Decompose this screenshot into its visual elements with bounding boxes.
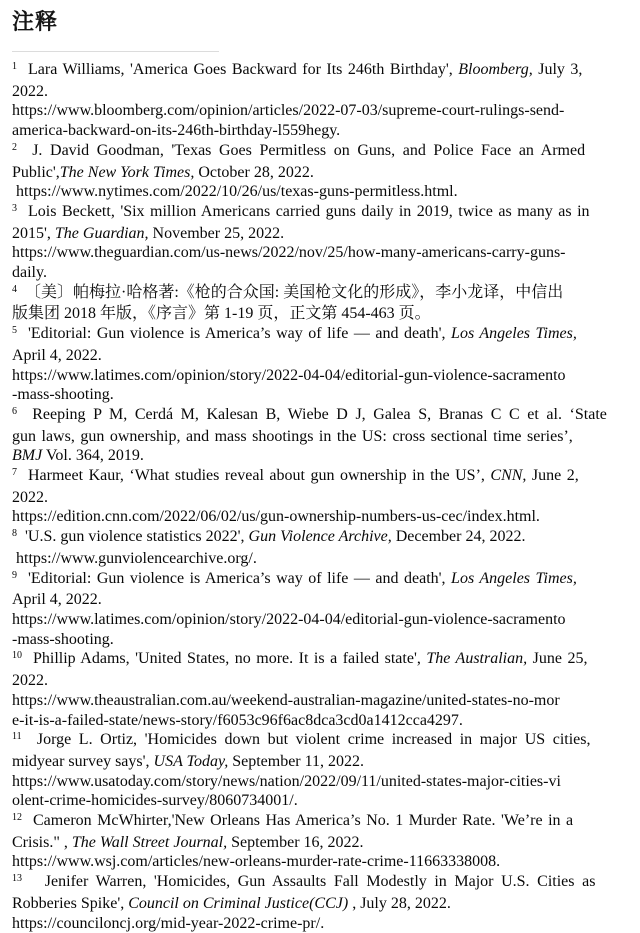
note-text-run: e-it-is-a-failed-state/news-story/f6053c96f6ac8dca3cd0a1412cca4297. [12, 711, 463, 729]
note-text-run: midyear survey says', [12, 752, 154, 770]
title-divider [12, 51, 219, 52]
note-text-run: 2022. [12, 488, 48, 506]
note-text-run: 版集团 2018 年版，《序言》第 1-19 页，正文第 454-463 页。 [12, 305, 431, 323]
note-text-run: 2015', [12, 224, 55, 242]
note-text-run: gun laws, gun ownership, and mass shootings in the US: cross sectional time series’, [12, 427, 573, 445]
note-line [12, 691, 630, 711]
note-line [12, 121, 630, 141]
note-line [12, 914, 630, 933]
note-text-run: December 24, 2022. [391, 528, 526, 546]
publication-name: Los Angeles Times, [451, 325, 577, 343]
note-number: 5 [12, 325, 17, 337]
note-line [12, 385, 630, 405]
note-line [12, 101, 630, 121]
note-text-run: Harmeet Kaur, ‘What studies reveal about gun ownership in the US’, [17, 467, 491, 485]
note-line [12, 752, 630, 772]
note-number: 13 [12, 873, 22, 885]
note-line [12, 590, 630, 610]
note-number: 8 [12, 528, 17, 540]
note-line [12, 427, 630, 447]
note-text-run: america-backward-on-its-246th-birthday-l559hegy. [12, 122, 341, 140]
note-13 [12, 872, 630, 933]
note-line [12, 283, 630, 305]
note-line [12, 852, 630, 872]
publication-name: The Australian, [426, 650, 528, 668]
note-line [12, 224, 630, 244]
note-text-run: Cameron McWhirter,'New Orleans Has America’s No. 1 Murder Rate. 'We’re in a [22, 812, 574, 830]
note-line [12, 811, 630, 833]
note-line [12, 569, 630, 591]
note-text-run: Jorge L. Ortiz, 'Homicides down but violent crime increased in major US cities, [21, 731, 591, 749]
note-text-run: daily. [12, 264, 47, 282]
note-number: 2 [12, 141, 17, 153]
note-number: 1 [12, 61, 17, 72]
note-4 [12, 283, 630, 324]
note-text-run: https://www.latimes.com/opinion/story/2022-04-04/editorial-gun-violence-sacramento [12, 366, 566, 384]
note-line [12, 488, 630, 508]
note-number: 6 [12, 405, 17, 417]
note-line [12, 610, 630, 630]
note-line [12, 833, 630, 853]
note-line [12, 466, 630, 488]
note-text-run: September 16, 2022. [227, 833, 364, 851]
note-text-run: September 11, 2022. [228, 752, 365, 770]
note-5 [12, 324, 630, 405]
note-line [12, 649, 630, 671]
note-10 [12, 649, 630, 730]
publication-name: Council on Criminal Justice(CCJ) [128, 894, 349, 912]
note-line [12, 791, 630, 811]
publication-name: Gun Violence Archive, [248, 528, 392, 546]
note-line [12, 772, 630, 792]
note-number: 9 [12, 569, 17, 581]
note-text-run: June 25, [527, 650, 588, 668]
note-text-run: June 2, [526, 467, 579, 485]
note-line [12, 630, 630, 650]
note-line [12, 507, 630, 527]
note-line [12, 324, 630, 346]
note-text-run: https://www.wsj.com/articles/new-orleans-murder-rate-crime-11663338008. [12, 853, 501, 871]
note-number: 12 [12, 812, 22, 824]
note-text-run: April 4, 2022. [12, 346, 102, 364]
note-number: 3 [12, 202, 17, 214]
note-text-run: -mass-shooting. [12, 386, 114, 404]
note-number: 11 [12, 731, 22, 743]
note-text-run: Robberies Spike', [12, 894, 129, 912]
note-7 [12, 466, 630, 527]
note-3 [12, 202, 630, 283]
note-line [12, 894, 630, 914]
note-line [12, 527, 630, 549]
note-text-run: , July 28, 2022. [348, 894, 451, 912]
note-text-run: 'U.S. gun violence statistics 2022', [17, 528, 249, 546]
note-2 [12, 141, 630, 202]
note-text-run: 〔美〕帕梅拉·哈格著:《枪的合众国: 美国枪文化的形成》，李小龙译，中信出 [17, 283, 564, 301]
note-text-run: https://www.theaustralian.com.au/weekend-australian-magazine/united-states-no-mor [12, 691, 560, 709]
publication-name: The New York Times, [59, 163, 195, 181]
note-line [12, 243, 630, 263]
publication-name: BMJ [12, 447, 43, 465]
note-line [12, 304, 630, 324]
publication-name: USA Today, [153, 752, 229, 770]
note-number: 7 [12, 467, 17, 479]
page-title: 注释 [12, 9, 59, 34]
note-text-run: November 25, 2022. [148, 224, 285, 242]
note-6 [12, 405, 630, 466]
note-text-run: 'Editorial: Gun violence is America’s way of life — and death', [17, 325, 452, 343]
note-text-run: April 4, 2022. [12, 591, 102, 609]
note-text-run: 2022. [12, 82, 48, 100]
note-text-run: https://edition.cnn.com/2022/06/02/us/gun-ownership-numbers-us-cec/index.html. [12, 508, 540, 526]
note-line [12, 163, 630, 183]
note-line [12, 202, 630, 224]
note-text-run: https://www.theguardian.com/us-news/2022/nov/25/how-many-americans-carry-guns- [12, 244, 566, 262]
note-line [12, 141, 630, 163]
note-text-run: Public', [12, 163, 60, 181]
publication-name: CNN, [490, 467, 527, 485]
note-11 [12, 730, 630, 811]
note-text-run: 'Editorial: Gun violence is America’s way of life — and death', [17, 569, 452, 587]
note-text-run: https://www.gunviolencearchive.org/. [12, 549, 257, 567]
note-line [12, 730, 630, 752]
note-number: 10 [12, 650, 22, 662]
note-line [12, 549, 630, 569]
note-text-run: July 3, [532, 61, 583, 78]
note-line [12, 711, 630, 731]
note-text-run: https://www.bloomberg.com/opinion/articles/2022-07-03/supreme-court-rulings-send- [12, 102, 565, 120]
note-line [12, 346, 630, 366]
note-text-run: 2022. [12, 672, 48, 690]
note-text-run: Lois Beckett, 'Six million Americans carried guns daily in 2019, twice as many as in [17, 202, 590, 220]
note-text-run: Vol. 364, 2019. [42, 447, 144, 465]
note-12 [12, 811, 630, 872]
note-text-run: Lara Williams, 'America Goes Backward for Its 246th Birthday', [17, 61, 459, 78]
note-9 [12, 569, 630, 650]
note-text-run: https://www.nytimes.com/2022/10/26/us/texas-guns-permitless.html. [12, 183, 458, 201]
note-line [12, 366, 630, 386]
note-line [12, 60, 630, 82]
note-text-run: https://counciloncj.org/mid-year-2022-crime-pr/. [12, 914, 325, 932]
note-line [12, 182, 630, 202]
note-text-run: https://www.usatoday.com/story/news/nation/2022/09/11/united-states-major-cities-vi [12, 772, 561, 790]
note-text-run: J. David Goodman, 'Texas Goes Permitless on Guns, and Police Face an Armed [17, 141, 586, 159]
note-text-run: olent-crime-homicides-survey/8060734001/. [12, 792, 298, 810]
note-text-run: Crisis." , [12, 833, 72, 851]
note-line [12, 82, 630, 102]
note-text-run: -mass-shooting. [12, 630, 114, 648]
note-line [12, 671, 630, 691]
note-text-run: Phillip Adams, 'United States, no more. It is a failed state', [22, 650, 427, 668]
publication-name: The Guardian, [54, 224, 149, 242]
note-text-run: Reeping P M, Cerdá M, Kalesan B, Wiebe D J, Galea S, Branas C C et al. ‘State [17, 405, 607, 423]
note-text-run: https://www.latimes.com/opinion/story/2022-04-04/editorial-gun-violence-sacramento [12, 610, 566, 628]
publication-name: Bloomberg, [458, 61, 533, 78]
note-text-run: October 28, 2022. [194, 163, 314, 181]
publication-name: Los Angeles Times, [451, 569, 577, 587]
notes-list [12, 60, 630, 933]
note-line [12, 405, 630, 427]
note-line [12, 446, 630, 466]
note-1 [12, 60, 630, 141]
publication-name: The Wall Street Journal, [71, 833, 228, 851]
note-8 [12, 527, 630, 568]
note-line [12, 872, 630, 894]
note-number: 4 [12, 283, 17, 295]
note-text-run: Jenifer Warren, 'Homicides, Gun Assaults Fall Modestly in Major U.S. Cities as [22, 873, 596, 891]
note-line [12, 263, 630, 283]
